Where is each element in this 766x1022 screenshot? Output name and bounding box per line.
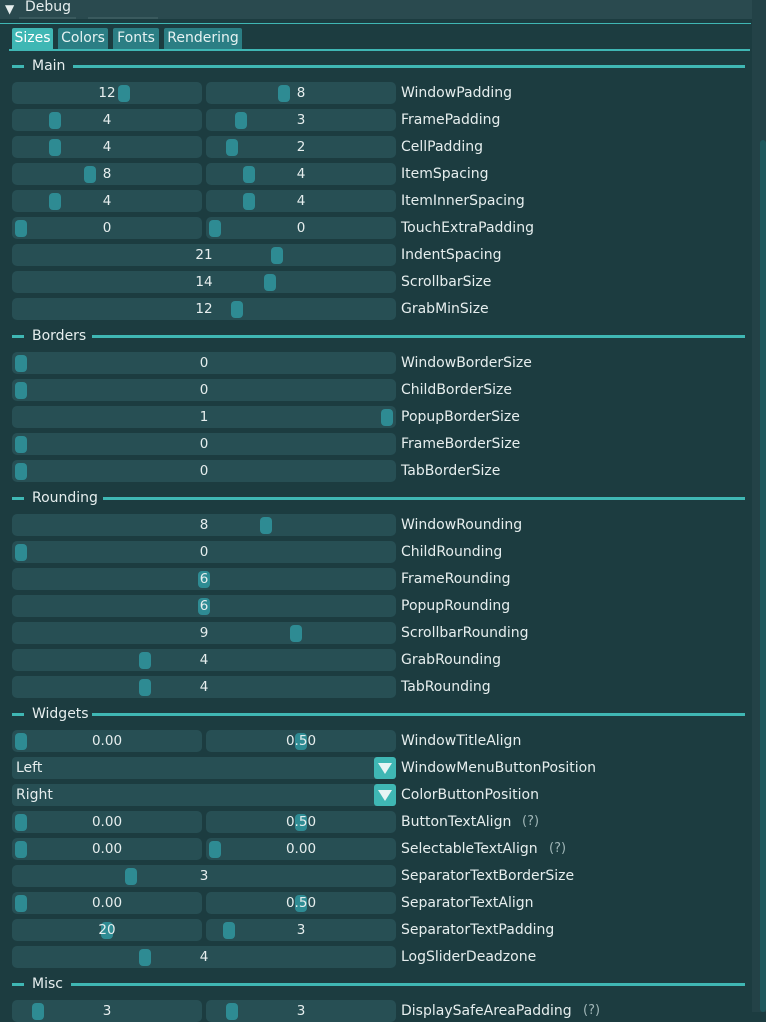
slider-value: 2	[296, 139, 306, 155]
slider-value: 4	[296, 193, 306, 209]
section-misc-separator	[71, 983, 745, 986]
item-inner-spacing-label: ItemInnerSpacing	[401, 193, 525, 209]
grab-rounding-slider[interactable]	[12, 649, 396, 671]
slider-value: 0.50	[285, 733, 317, 749]
slider-value: 1	[199, 409, 209, 425]
frame-border-size-label: FrameBorderSize	[401, 436, 521, 452]
section-borders-separator	[92, 335, 745, 338]
slider-value: 3	[199, 868, 209, 884]
tab-bar-underline	[9, 49, 750, 51]
help-marker[interactable]: (?)	[583, 1003, 601, 1018]
selectable-text-align-label: SelectableTextAlign	[401, 841, 538, 857]
child-rounding-label: ChildRounding	[401, 544, 503, 560]
cell-padding-slider-y[interactable]	[206, 136, 396, 158]
slider-value: 14	[195, 274, 213, 290]
touch-extra-padding-slider-x[interactable]	[12, 217, 202, 239]
display-safe-area-padding-label: DisplaySafeAreaPadding	[401, 1003, 572, 1019]
item-spacing-label: ItemSpacing	[401, 166, 489, 182]
cell-padding-slider-x[interactable]	[12, 136, 202, 158]
button-text-align-slider-y[interactable]	[206, 811, 396, 833]
frame-border-size-slider[interactable]	[12, 433, 396, 455]
slider-value: 0	[199, 382, 209, 398]
display-safe-area-padding-slider-x[interactable]	[12, 1000, 202, 1022]
title-bar-frame	[19, 17, 76, 19]
separator-text-align-label: SeparatorTextAlign	[401, 895, 534, 911]
separator-text-padding-label: SeparatorTextPadding	[401, 922, 555, 938]
slider-value: 0.00	[91, 895, 123, 911]
combo-value: Right	[16, 787, 53, 803]
slider-value: 3	[102, 1003, 112, 1019]
slider-value: 6	[199, 598, 209, 614]
dropdown-arrow-icon[interactable]	[374, 757, 396, 779]
collapse-triangle-icon[interactable]: ▼	[5, 2, 15, 16]
slider-value: 0	[102, 220, 112, 236]
popup-rounding-slider[interactable]	[12, 595, 396, 617]
slider-value: 0.00	[91, 841, 123, 857]
item-inner-spacing-slider-y[interactable]	[206, 190, 396, 212]
color-button-position-label: ColorButtonPosition	[401, 787, 539, 803]
window-padding-slider-y[interactable]	[206, 82, 396, 104]
scrollbar-size-label: ScrollbarSize	[401, 274, 492, 290]
touch-extra-padding-slider-y[interactable]	[206, 217, 396, 239]
item-inner-spacing-slider-x[interactable]	[12, 190, 202, 212]
section-rounding-separator	[103, 497, 745, 500]
separator-dash	[12, 65, 24, 68]
separator-dash	[12, 713, 24, 716]
scrollbar-rounding-label: ScrollbarRounding	[401, 625, 529, 641]
slider-value: 0.00	[91, 733, 123, 749]
button-text-align-slider-x[interactable]	[12, 811, 202, 833]
slider-value: 0	[199, 544, 209, 560]
slider-value: 12	[195, 301, 213, 317]
window-menu-button-position-combo[interactable]	[12, 757, 396, 779]
title-separator	[0, 23, 751, 24]
slider-value: 4	[199, 652, 209, 668]
separator-text-align-slider-y[interactable]	[206, 892, 396, 914]
grab-min-size-slider[interactable]	[12, 298, 396, 320]
slider-value: 4	[102, 193, 112, 209]
touch-extra-padding-label: TouchExtraPadding	[401, 220, 534, 236]
frame-padding-slider-x[interactable]	[12, 109, 202, 131]
window-title-bar[interactable]	[0, 0, 752, 19]
slider-value: 3	[296, 112, 306, 128]
log-slider-deadzone-slider[interactable]	[12, 946, 396, 968]
tab-rounding-slider[interactable]	[12, 676, 396, 698]
color-button-position-combo[interactable]	[12, 784, 396, 806]
indent-spacing-label: IndentSpacing	[401, 247, 502, 263]
scrollbar-rounding-slider[interactable]	[12, 622, 396, 644]
help-marker[interactable]: (?)	[549, 841, 567, 856]
button-text-align-label: ButtonTextAlign	[401, 814, 512, 830]
title-bar-frame	[88, 17, 158, 19]
cell-padding-label: CellPadding	[401, 139, 483, 155]
tab-sizes[interactable]: Sizes	[12, 28, 53, 49]
child-border-size-label: ChildBorderSize	[401, 382, 512, 398]
slider-value: 6	[199, 571, 209, 587]
grab-rounding-label: GrabRounding	[401, 652, 502, 668]
separator-text-padding-slider-x[interactable]	[12, 919, 202, 941]
help-marker[interactable]: (?)	[522, 814, 540, 829]
slider-value: 0.50	[285, 814, 317, 830]
item-spacing-slider-x[interactable]	[12, 163, 202, 185]
slider-value: 3	[296, 922, 306, 938]
section-main-separator	[73, 65, 745, 68]
window-menu-button-position-label: WindowMenuButtonPosition	[401, 760, 597, 776]
section-widgets-separator	[92, 713, 745, 716]
window-border-size-label: WindowBorderSize	[401, 355, 532, 371]
slider-value: 8	[102, 166, 112, 182]
separator-dash	[12, 983, 24, 986]
child-rounding-slider[interactable]	[12, 541, 396, 563]
slider-value: 3	[296, 1003, 306, 1019]
scrollbar-thumb[interactable]	[760, 140, 766, 1012]
combo-value: Left	[16, 760, 43, 776]
tab-rounding-label: TabRounding	[401, 679, 491, 695]
section-misc-title: Misc	[32, 976, 63, 992]
window-border-size-slider[interactable]	[12, 352, 396, 374]
popup-border-size-label: PopupBorderSize	[401, 409, 520, 425]
frame-padding-slider-y[interactable]	[206, 109, 396, 131]
section-main-title: Main	[32, 58, 66, 74]
separator-dash	[12, 497, 24, 500]
slider-value: 20	[98, 922, 116, 938]
tab-border-size-label: TabBorderSize	[401, 463, 501, 479]
window-title-align-label: WindowTitleAlign	[401, 733, 522, 749]
log-slider-deadzone-label: LogSliderDeadzone	[401, 949, 537, 965]
separator-text-border-size-label: SeparatorTextBorderSize	[401, 868, 575, 884]
separator-dash	[12, 335, 24, 338]
tab-colors[interactable]: Colors	[58, 28, 108, 49]
section-borders-title: Borders	[32, 328, 87, 344]
tab-border-size-slider[interactable]	[12, 460, 396, 482]
slider-value: 0.50	[285, 895, 317, 911]
indent-spacing-slider[interactable]	[12, 244, 396, 266]
dropdown-arrow-icon[interactable]	[374, 784, 396, 806]
selectable-text-align-slider-x[interactable]	[12, 838, 202, 860]
frame-padding-label: FramePadding	[401, 112, 501, 128]
section-rounding-title: Rounding	[32, 490, 98, 506]
slider-value: 12	[98, 85, 116, 101]
slider-value: 4	[296, 166, 306, 182]
slider-value: 0	[296, 220, 306, 236]
window-rounding-label: WindowRounding	[401, 517, 523, 533]
separator-text-align-slider-x[interactable]	[12, 892, 202, 914]
slider-value: 0	[199, 463, 209, 479]
slider-value: 0	[199, 355, 209, 371]
window-rounding-slider[interactable]	[12, 514, 396, 536]
scrollbar-size-slider[interactable]	[12, 271, 396, 293]
tab-fonts[interactable]: Fonts	[113, 28, 159, 49]
section-widgets-title: Widgets	[32, 706, 89, 722]
window-title-align-slider-y[interactable]	[206, 730, 396, 752]
separator-text-padding-slider-y[interactable]	[206, 919, 396, 941]
popup-rounding-label: PopupRounding	[401, 598, 511, 614]
slider-value: 8	[199, 517, 209, 533]
slider-value: 4	[102, 139, 112, 155]
slider-value: 21	[195, 247, 213, 263]
child-border-size-slider[interactable]	[12, 379, 396, 401]
window-padding-label: WindowPadding	[401, 85, 513, 101]
separator-text-border-size-slider[interactable]	[12, 865, 396, 887]
display-safe-area-padding-slider-y[interactable]	[206, 1000, 396, 1022]
window-title-align-slider-x[interactable]	[12, 730, 202, 752]
slider-value: 0.00	[91, 814, 123, 830]
slider-value: 4	[199, 949, 209, 965]
slider-value: 0.00	[285, 841, 317, 857]
window-padding-slider-x[interactable]	[12, 82, 202, 104]
popup-border-size-slider[interactable]	[12, 406, 396, 428]
window-title: Debug	[25, 0, 72, 15]
slider-value: 9	[199, 625, 209, 641]
item-spacing-slider-y[interactable]	[206, 163, 396, 185]
slider-value: 4	[102, 112, 112, 128]
tab-rendering[interactable]: Rendering	[164, 28, 242, 49]
slider-value: 8	[296, 85, 306, 101]
grab-min-size-label: GrabMinSize	[401, 301, 489, 317]
frame-rounding-label: FrameRounding	[401, 571, 511, 587]
frame-rounding-slider[interactable]	[12, 568, 396, 590]
slider-value: 0	[199, 436, 209, 452]
selectable-text-align-slider-y[interactable]	[206, 838, 396, 860]
slider-value: 4	[199, 679, 209, 695]
